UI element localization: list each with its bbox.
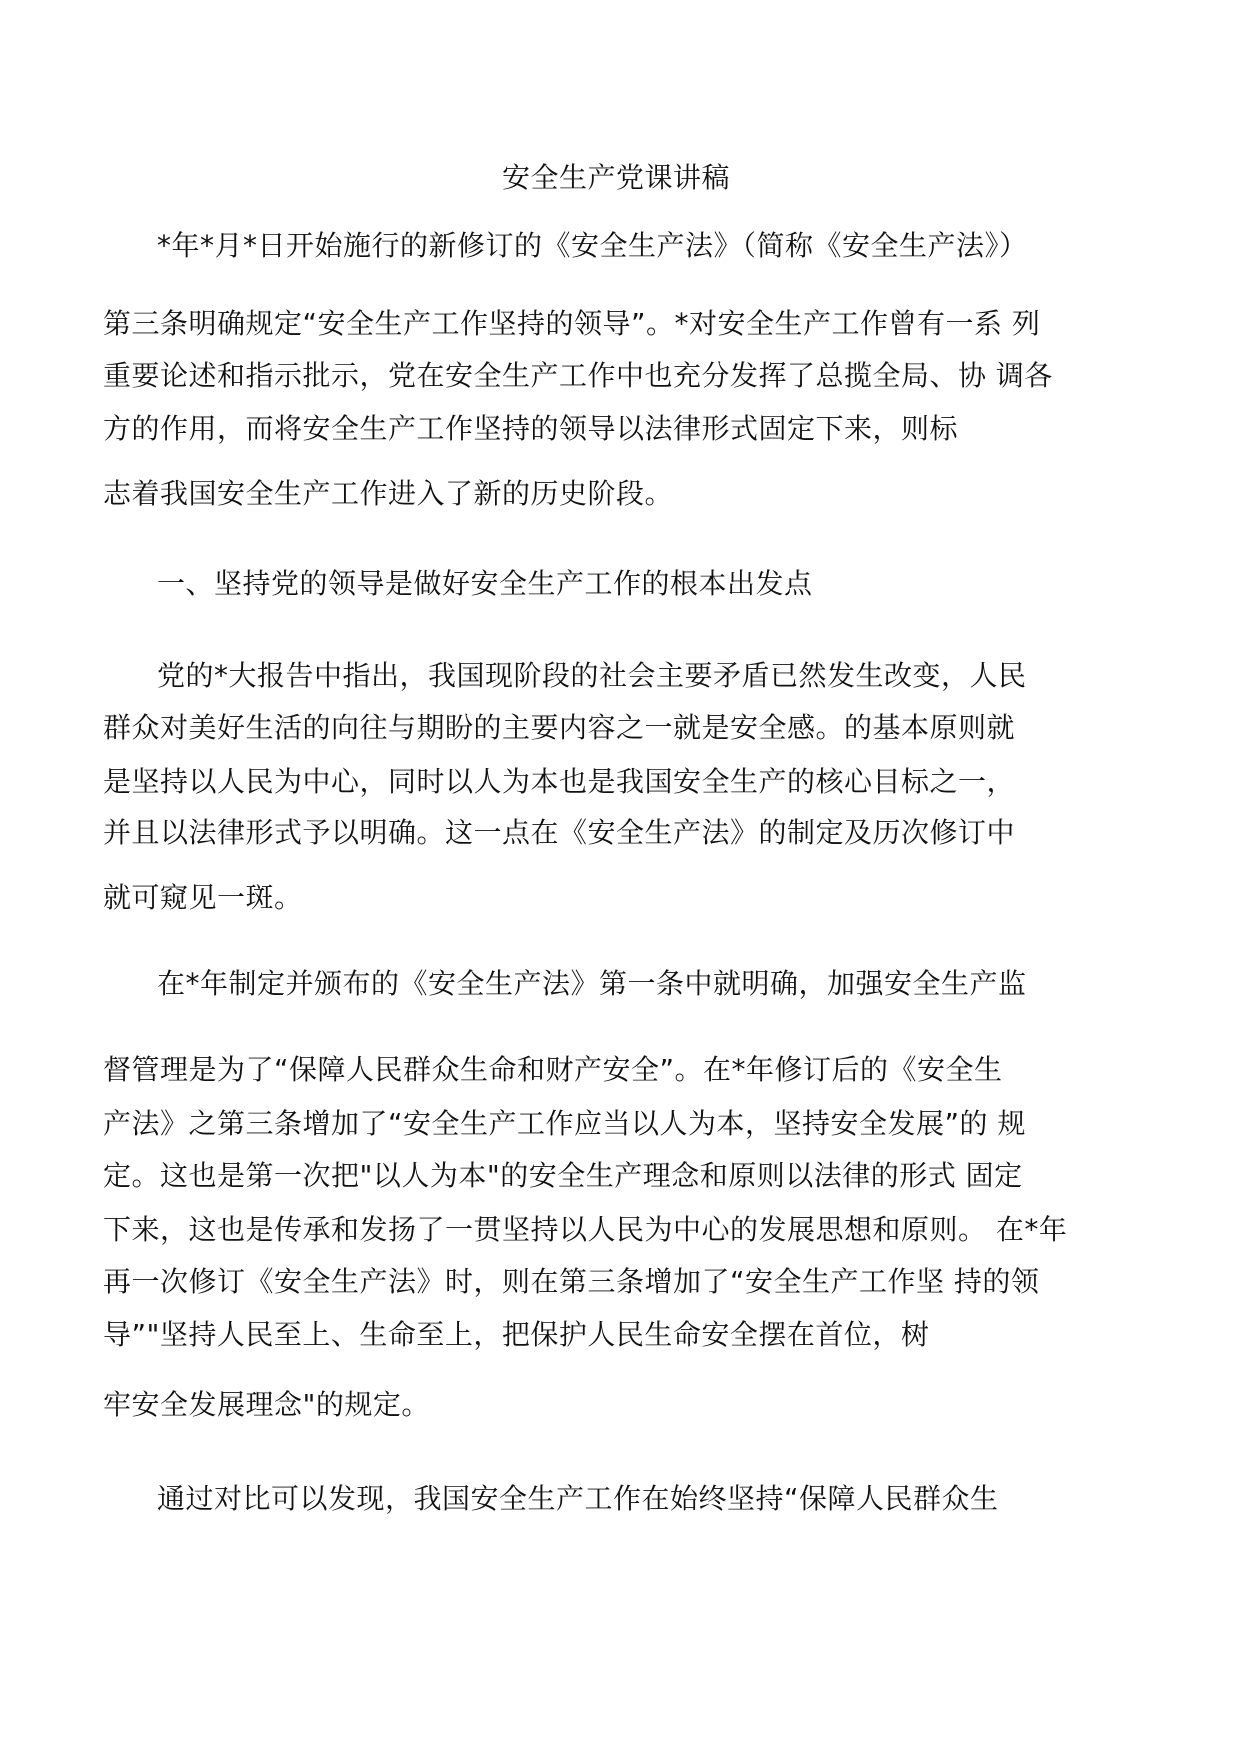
paragraph-line: 就可窥见一斑。: [103, 881, 303, 914]
document-title: 安全生产党课讲稿: [502, 161, 731, 194]
paragraph-line: 第三条明确规定“安全生产工作坚持的领导”。*对安全生产工作曾有一系 列: [103, 307, 1041, 340]
paragraph-line: 通过对比可以发现，我国安全生产工作在始终坚持“保障人民群众生: [157, 1482, 999, 1515]
paragraph-line: 产法》之第三条增加了“安全生产工作应当以人为本，坚持安全发展”的 规: [103, 1107, 1026, 1140]
paragraph-line: 导”"坚持人民至上、生命至上，把保护人民生命安全摆在首位，树: [103, 1318, 930, 1351]
paragraph-line: 牢安全发展理念"的规定。: [103, 1388, 430, 1421]
paragraph-line: 方的作用，而将安全生产工作坚持的领导以法律形式固定下来，则标: [103, 412, 959, 445]
paragraph-line: 重要论述和指示批示，党在安全生产工作中也充分发挥了总揽全局、协 调各: [103, 359, 1053, 392]
paragraph-line: 下来，这也是传承和发扬了一贯坚持以人民为中心的发展思想和原则。 在*年: [103, 1213, 1068, 1246]
paragraph-line: 群众对美好生活的向往与期盼的主要内容之一就是安全感。的基本原则就: [103, 711, 1016, 744]
paragraph-line: 在*年制定并颁布的《安全生产法》第一条中就明确，加强安全生产监: [157, 967, 1027, 1000]
paragraph-line: 党的*大报告中指出，我国现阶段的社会主要矛盾已然发生改变，人民: [157, 659, 1027, 692]
section-heading: 一、坚持党的领导是做好安全生产工作的根本出发点: [157, 567, 813, 600]
paragraph-line: 定。这也是第一次把"以人为本"的安全生产理念和原则以法律的形式 固定: [103, 1159, 1023, 1192]
paragraph-line: 并且以法律形式予以明确。这一点在《安全生产法》的制定及历次修订中: [103, 816, 1016, 849]
paragraph-line: 再一次修订《安全生产法》时，则在第三条增加了“安全生产工作坚 持的领: [103, 1265, 1040, 1298]
paragraph-line: 督管理是为了“保障人民群众生命和财产安全”。在*年修订后的《安全生: [103, 1053, 1003, 1086]
paragraph-line: 是坚持以人民为中心，同时以人为本也是我国安全生产的核心目标之一，: [103, 765, 1016, 798]
paragraph-line: 志着我国安全生产工作进入了新的历史阶段。: [103, 477, 674, 510]
paragraph-line: *年*月*日开始施行的新修订的《安全生产法》（简称《安全生产法》）: [157, 229, 1028, 262]
